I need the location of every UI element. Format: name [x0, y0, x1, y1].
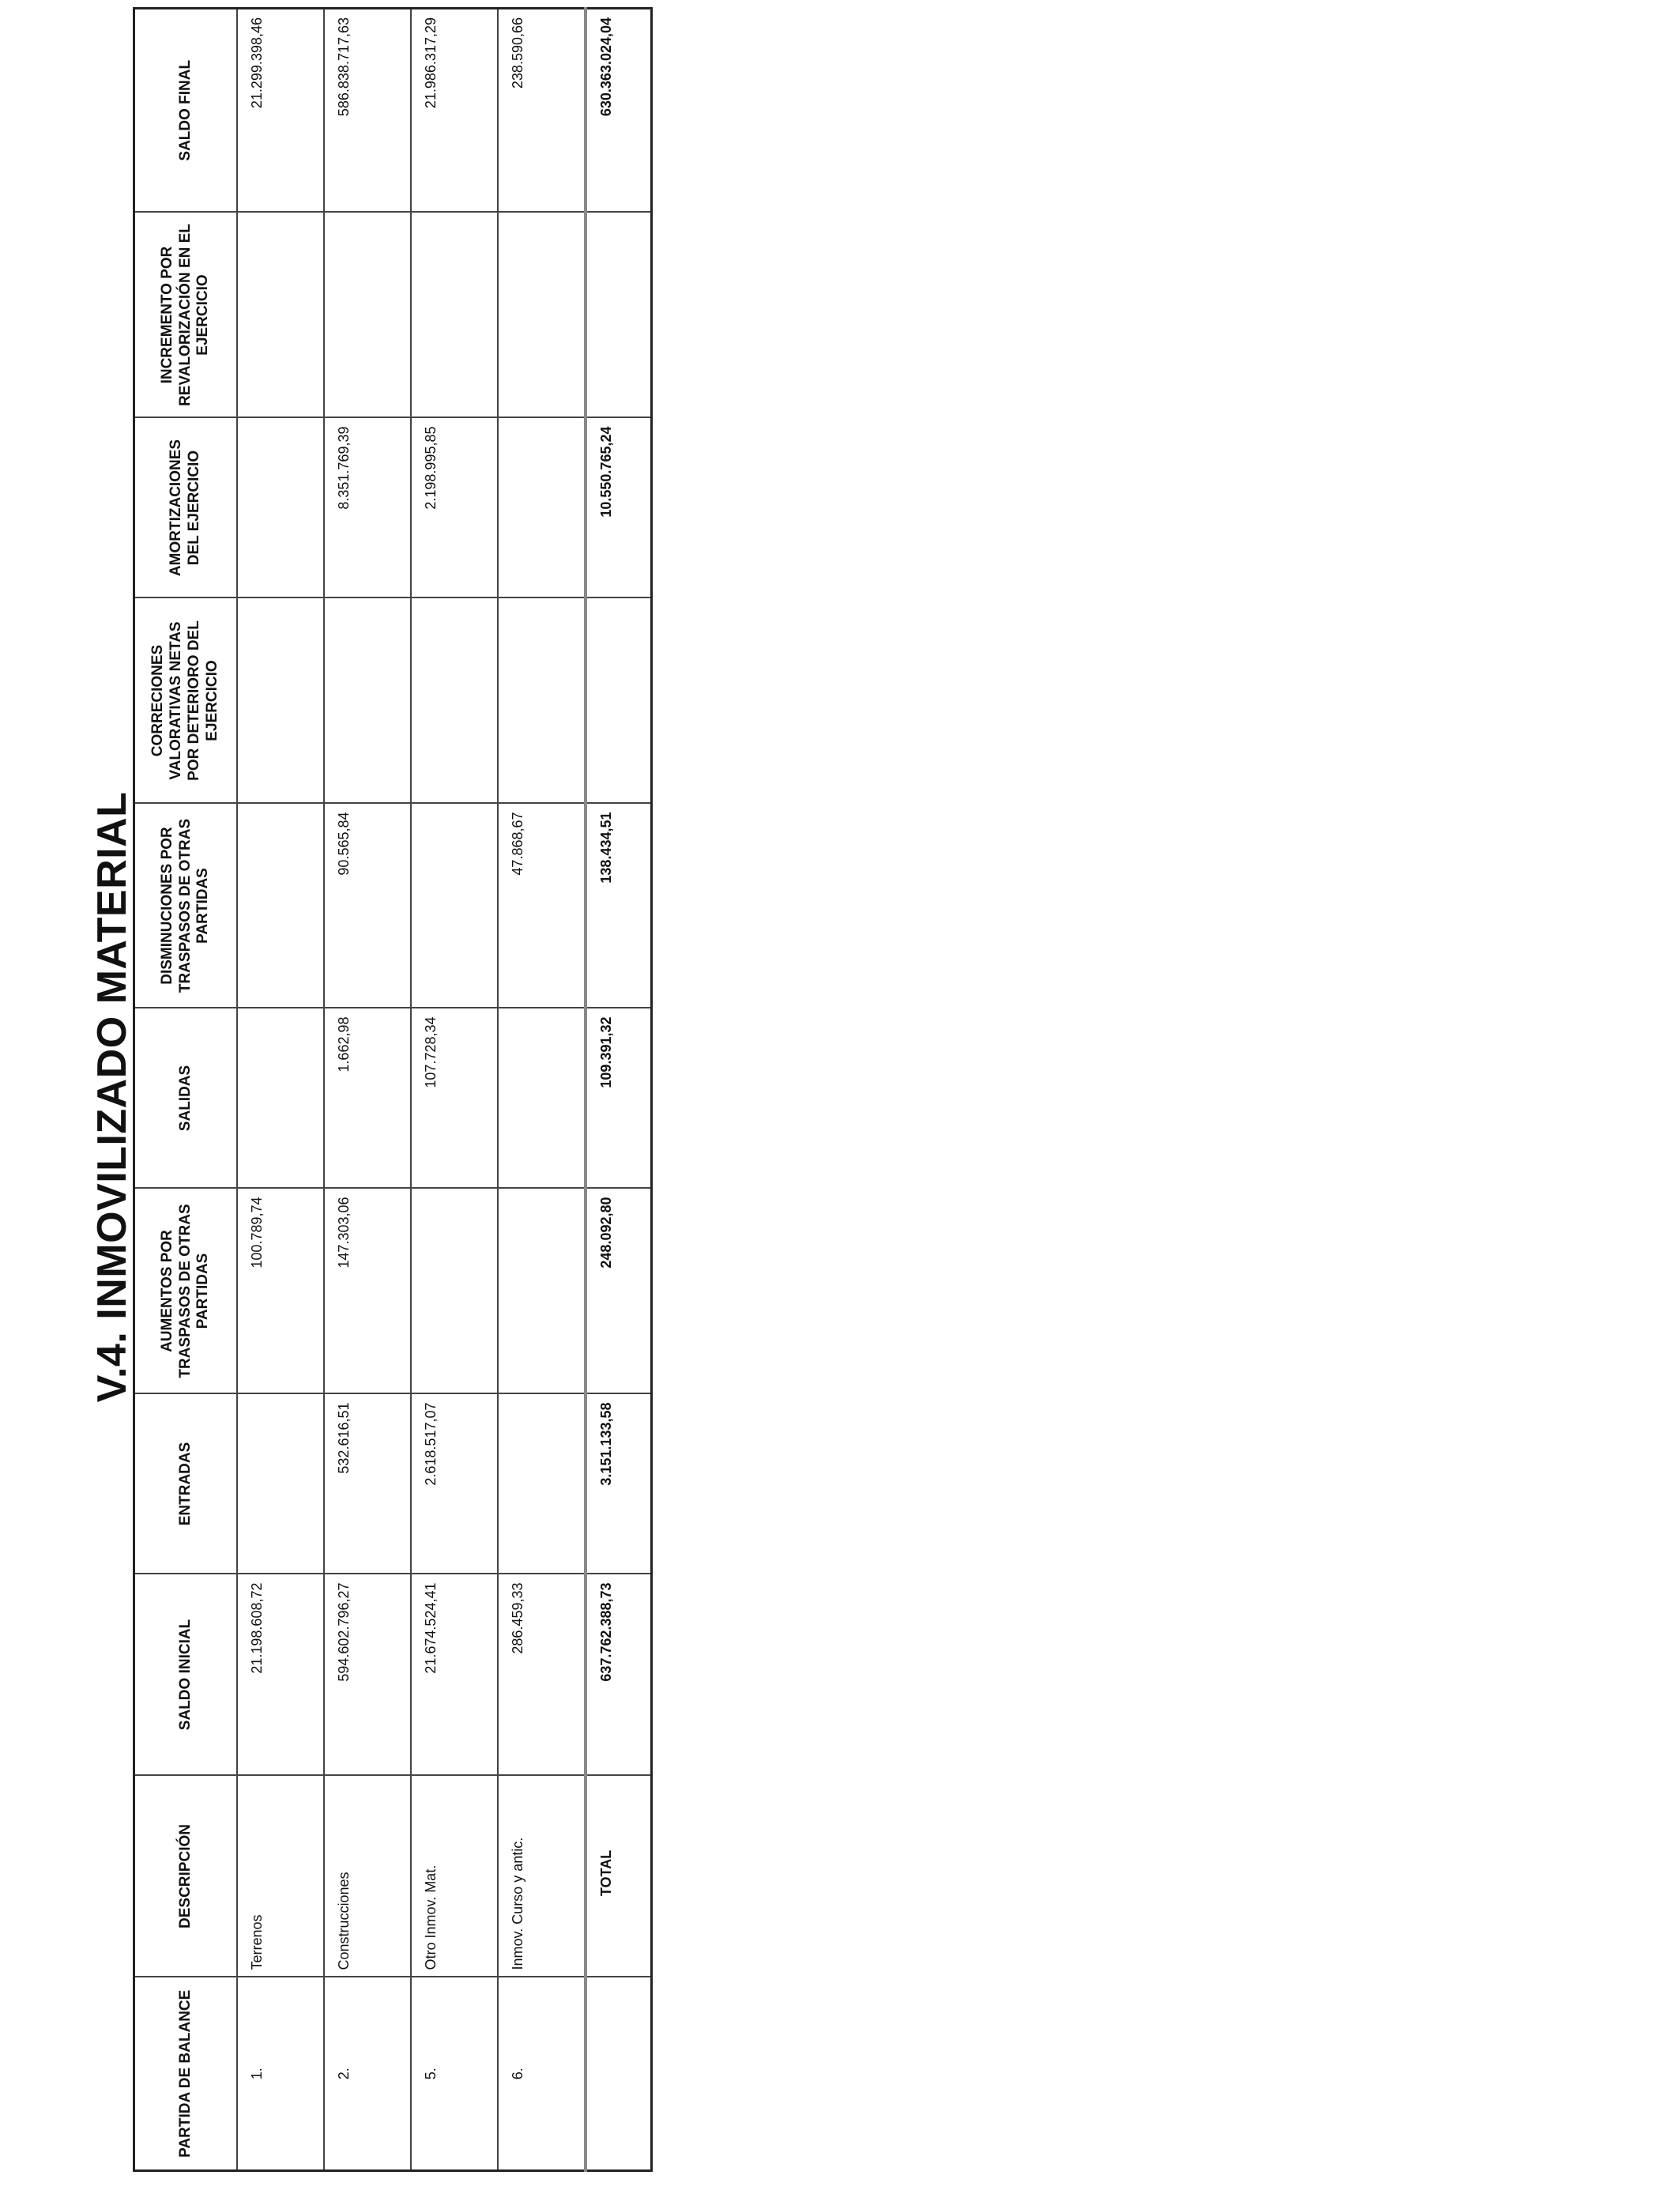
cell-salidas: 109.391,32 — [586, 1008, 652, 1189]
cell-amortizaciones: 2.198.995,85 — [411, 418, 498, 598]
header-aumentos-traspasos: AUMENTOS POR TRASPASOS DE OTRAS PARTIDAS — [134, 1189, 238, 1394]
cell-amortizaciones: 8.351.769,39 — [324, 418, 411, 598]
cell-correcciones-deterioro — [411, 598, 498, 804]
total-row — [586, 9, 652, 2171]
cell-saldo-final: 630.363.024,04 — [586, 9, 652, 213]
cell-partida: 6. — [498, 1977, 586, 2171]
cell-amortizaciones: 10.550.765,24 — [586, 418, 652, 598]
cell-amortizaciones — [237, 418, 324, 598]
cell-entradas — [237, 1394, 324, 1574]
cell-descripcion: Terrenos — [237, 1776, 324, 1977]
header-incremento-revalorizacion: INCREMENTO POR REVALORIZACIÓN EN EL EJERCICIO — [134, 213, 238, 418]
cell-aumentos-traspasos — [411, 1189, 498, 1394]
cell-saldo-inicial: 21.198.608,72 — [237, 1574, 324, 1776]
header-entradas: ENTRADAS — [134, 1394, 238, 1574]
cell-disminuciones-traspasos — [237, 804, 324, 1008]
table-row — [411, 9, 498, 2171]
header-disminuciones-traspasos: DISMINUCIONES POR TRASPASOS DE OTRAS PARTIDAS — [134, 804, 238, 1008]
cell-disminuciones-traspasos — [411, 804, 498, 1008]
header-amortizaciones: AMORTIZACIONES DEL EJERCICIO — [134, 418, 238, 598]
cell-entradas: 532.616,51 — [324, 1394, 411, 1574]
cell-incremento-revalorizacion — [324, 213, 411, 418]
cell-aumentos-traspasos — [498, 1189, 586, 1394]
cell-saldo-inicial: 286.459,33 — [498, 1574, 586, 1776]
cell-entradas: 2.618.517,07 — [411, 1394, 498, 1574]
fixed-assets-table — [133, 7, 653, 2172]
header-partida: PARTIDA DE BALANCE — [134, 1977, 238, 2171]
cell-incremento-revalorizacion — [237, 213, 324, 418]
cell-partida: 1. — [237, 1977, 324, 2171]
cell-correcciones-deterioro — [237, 598, 324, 804]
header-correcciones-deterioro: CORRECIONES VALORATIVAS NETAS POR DETERIORO DEL EJERCICIO — [134, 598, 238, 804]
cell-saldo-final: 238.590,66 — [498, 9, 586, 213]
cell-saldo-final: 21.299.398,46 — [237, 9, 324, 213]
cell-incremento-revalorizacion — [586, 213, 652, 418]
cell-aumentos-traspasos: 248.092,80 — [586, 1189, 652, 1394]
cell-descripcion: TOTAL — [586, 1776, 652, 1977]
cell-disminuciones-traspasos: 138.434,51 — [586, 804, 652, 1008]
cell-incremento-revalorizacion — [411, 213, 498, 418]
table-row — [237, 9, 324, 2171]
header-descripcion: DESCRIPCIÓN — [134, 1776, 238, 1977]
cell-salidas: 107.728,34 — [411, 1008, 498, 1189]
cell-descripcion: Inmov. Curso y antic. — [498, 1776, 586, 1977]
cell-salidas: 1.662,98 — [324, 1008, 411, 1189]
cell-correcciones-deterioro — [498, 598, 586, 804]
table-row — [498, 9, 586, 2171]
table-header-row — [134, 9, 238, 2171]
cell-correcciones-deterioro — [324, 598, 411, 804]
cell-salidas — [498, 1008, 586, 1189]
header-salidas: SALIDAS — [134, 1008, 238, 1189]
header-saldo-final: SALDO FINAL — [134, 9, 238, 213]
cell-partida — [586, 1977, 652, 2171]
cell-correcciones-deterioro — [586, 598, 652, 804]
page-title: V.4. INMOVILIZADO MATERIAL — [89, 791, 135, 1403]
cell-disminuciones-traspasos: 47.868,67 — [498, 804, 586, 1008]
cell-disminuciones-traspasos: 90.565,84 — [324, 804, 411, 1008]
cell-descripcion: Otro Inmov. Mat. — [411, 1776, 498, 1977]
cell-entradas: 3.151.133,58 — [586, 1394, 652, 1574]
cell-aumentos-traspasos: 100.789,74 — [237, 1189, 324, 1394]
table-row — [324, 9, 411, 2171]
cell-saldo-final: 21.986.317,29 — [411, 9, 498, 213]
cell-amortizaciones — [498, 418, 586, 598]
cell-saldo-final: 586.838.717,63 — [324, 9, 411, 213]
cell-aumentos-traspasos: 147.303,06 — [324, 1189, 411, 1394]
header-saldo-inicial: SALDO INICIAL — [134, 1574, 238, 1776]
cell-partida: 5. — [411, 1977, 498, 2171]
cell-entradas — [498, 1394, 586, 1574]
cell-salidas — [237, 1008, 324, 1189]
cell-saldo-inicial: 21.674.524,41 — [411, 1574, 498, 1776]
cell-partida: 2. — [324, 1977, 411, 2171]
cell-saldo-inicial: 637.762.388,73 — [586, 1574, 652, 1776]
cell-descripcion: Construcciones — [324, 1776, 411, 1977]
cell-saldo-inicial: 594.602.796,27 — [324, 1574, 411, 1776]
cell-incremento-revalorizacion — [498, 213, 586, 418]
